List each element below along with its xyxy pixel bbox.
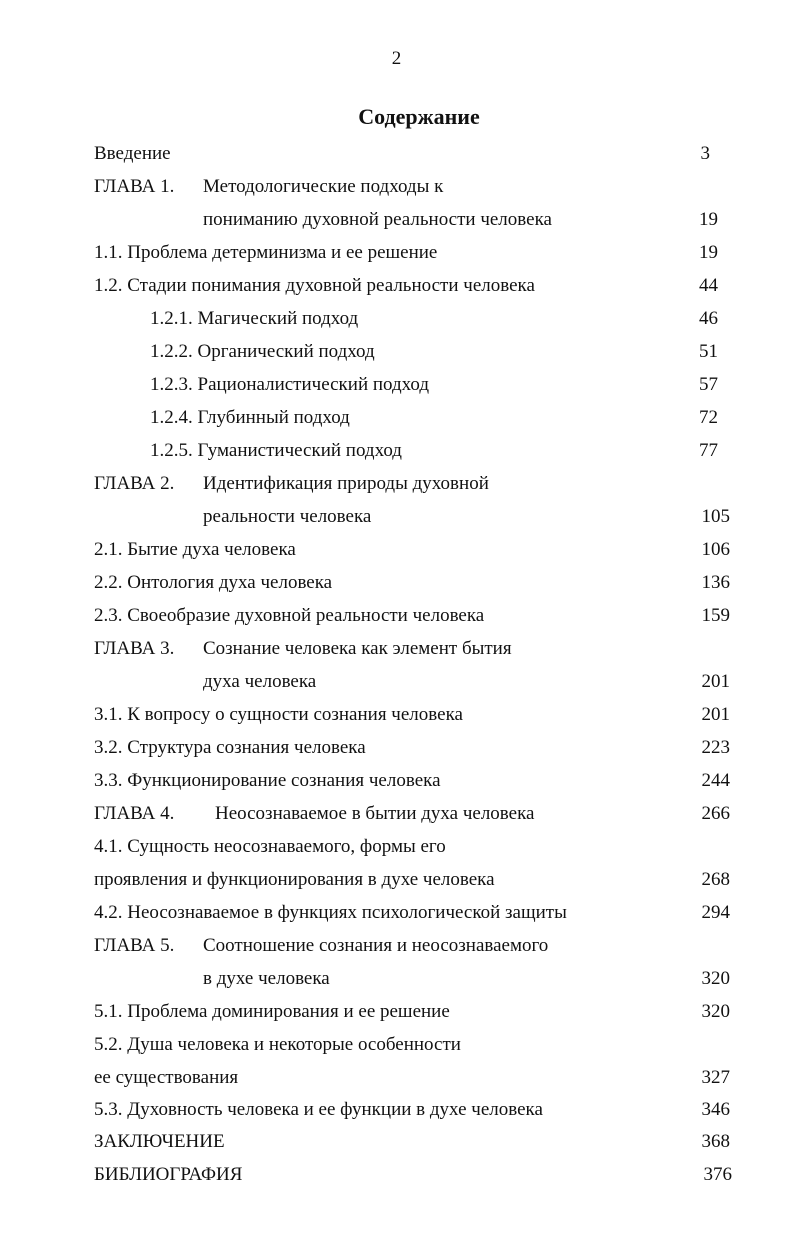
toc-entry-text: 1.2.2. Органический подход (150, 341, 375, 362)
toc-entry-text: 1.2. Стадии понимания духовной реальности человека (94, 275, 535, 296)
toc-entry-page: 136 (701, 572, 730, 593)
toc-chapter-heading (0, 633, 793, 665)
toc-entry (0, 897, 793, 929)
toc-entry-text: 4.2. Неосознаваемое в функциях психологической защиты (94, 902, 567, 923)
toc-entry-page: 266 (701, 803, 730, 824)
toc-chapter-label: ГЛАВА 2. (94, 473, 175, 494)
toc-entry (0, 1062, 793, 1094)
toc-entry-page: 19 (699, 242, 718, 263)
toc-entry-text: 3.1. К вопросу о сущности сознания человека (94, 704, 463, 725)
toc-entry-text: проявления и функционирования в духе человека (94, 869, 495, 890)
toc-entry (0, 732, 793, 764)
toc-entry (0, 765, 793, 797)
toc-entry-text: 1.2.1. Магический подход (150, 308, 359, 329)
toc-entry (0, 501, 793, 533)
toc-entry-page: 159 (701, 605, 730, 626)
toc-entry-text: пониманию духовной реальности человека (203, 209, 552, 230)
toc-entry (0, 336, 793, 368)
toc-entry-page: 46 (699, 308, 718, 329)
toc-entry (0, 600, 793, 632)
toc-chapter-label: ГЛАВА 5. (94, 935, 175, 956)
toc-entry-page: 77 (699, 440, 718, 461)
toc-entry-page: 244 (701, 770, 730, 791)
toc-entry-text: 1.2.5. Гуманистический подход (150, 440, 402, 461)
toc-entry-page: 376 (703, 1164, 732, 1185)
toc-entry-text: в духе человека (203, 968, 330, 989)
toc-entry-text: 5.1. Проблема доминирования и ее решение (94, 1001, 450, 1022)
toc-entry-page: 201 (701, 704, 730, 725)
toc-entry-text: 1.2.4. Глубинный подход (150, 407, 350, 428)
toc-entry-page: 201 (701, 671, 730, 692)
toc-entry (0, 864, 793, 896)
toc-entry-text: Методологические подходы к (203, 176, 444, 197)
toc-entry-page: 320 (701, 968, 730, 989)
toc-entry (0, 963, 793, 995)
toc-entry-page: 72 (699, 407, 718, 428)
toc-entry (0, 567, 793, 599)
toc-chapter-heading (0, 171, 793, 203)
toc-entry-text: Сознание человека как элемент бытия (203, 638, 512, 659)
toc-chapter-label: ГЛАВА 1. (94, 176, 175, 197)
toc-entry-text: 3.3. Функционирование сознания человека (94, 770, 441, 791)
toc-entry-page: 57 (699, 374, 718, 395)
toc-entry-page: 106 (701, 539, 730, 560)
toc-chapter-heading (0, 468, 793, 500)
toc-entry (0, 666, 793, 698)
toc-entry-page: 44 (699, 275, 718, 296)
toc-entry (0, 138, 793, 170)
toc-entry-page: 327 (701, 1067, 730, 1088)
toc-entry (0, 204, 793, 236)
toc-entry-text: 3.2. Структура сознания человека (94, 737, 366, 758)
toc-entry-text: 2.1. Бытие духа человека (94, 539, 296, 560)
toc-entry (0, 1029, 793, 1061)
toc-entry-text: 2.2. Онтология духа человека (94, 572, 333, 593)
toc-entry-page: 19 (699, 209, 718, 230)
toc-entry-text: ЗАКЛЮЧЕНИЕ (94, 1131, 225, 1152)
toc-entry (0, 435, 793, 467)
toc-chapter-heading (0, 798, 793, 830)
toc-chapter-heading (0, 930, 793, 962)
toc-entry (0, 996, 793, 1028)
toc-entry-text: Неосознаваемое в бытии духа человека (215, 803, 535, 824)
toc-entry-page: 3 (700, 143, 710, 164)
toc-entry-text: 2.3. Своеобразие духовной реальности человека (94, 605, 485, 626)
toc-entry-page: 368 (701, 1131, 730, 1152)
toc-entry-text: 1.2.3. Рационалистический подход (150, 374, 430, 395)
toc-entry-text: БИБЛИОГРАФИЯ (94, 1164, 243, 1185)
toc-entry (0, 369, 793, 401)
toc-entry-page: 223 (701, 737, 730, 758)
toc-entry (0, 270, 793, 302)
toc-entry-text: Введение (94, 143, 171, 164)
toc-entry-page: 105 (701, 506, 730, 527)
toc-entry-text: ее существования (94, 1067, 239, 1088)
toc-entry-text: 1.1. Проблема детерминизма и ее решение (94, 242, 438, 263)
toc-entry (0, 699, 793, 731)
toc-entry-text: реальности человека (203, 506, 372, 527)
toc-entry-text: 5.3. Духовность человека и ее функции в духе человека (94, 1099, 543, 1120)
toc-entry (0, 1159, 793, 1191)
toc-entry (0, 831, 793, 863)
toc-title: Содержание (358, 104, 480, 129)
toc-chapter-label: ГЛАВА 4. (94, 803, 175, 824)
toc-entry (0, 402, 793, 434)
toc-entry (0, 303, 793, 335)
toc-entry (0, 237, 793, 269)
toc-chapter-label: ГЛАВА 3. (94, 638, 175, 659)
toc-entry-text: 5.2. Душа человека и некоторые особенности (94, 1034, 461, 1055)
toc-entry-page: 346 (701, 1099, 730, 1120)
toc-entry-page: 268 (701, 869, 730, 890)
page-number: 2 (391, 48, 402, 69)
toc-entry (0, 534, 793, 566)
toc-entry-text: Идентификация природы духовной (203, 473, 489, 494)
toc-entry-page: 51 (699, 341, 718, 362)
toc-entry-page: 294 (701, 902, 730, 923)
toc-entry (0, 1126, 793, 1158)
toc-entry-text: 4.1. Сущность неосознаваемого, формы его (94, 836, 446, 857)
toc-entry-text: духа человека (203, 671, 317, 692)
toc-entry-text: Соотношение сознания и неосознаваемого (203, 935, 549, 956)
toc-entry-page: 320 (701, 1001, 730, 1022)
toc-entry (0, 1094, 793, 1126)
